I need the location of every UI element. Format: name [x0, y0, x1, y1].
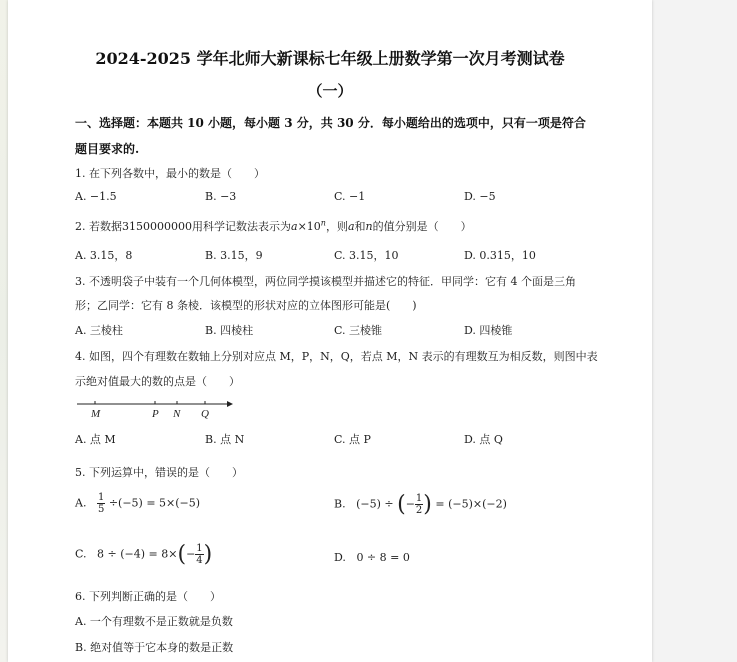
q2-option-c: C. 3.15，10	[334, 249, 399, 262]
q2-option-b: B. 3.15，9	[205, 249, 263, 262]
q2-expr-a: a	[291, 220, 298, 233]
question-3-stem: 3. 不透明袋子中装有一个几何体模型，两位同学摸该模型并描述它的特征．甲同学：它有 4 个面是三角	[75, 275, 576, 288]
q5-option-c-pre: 8 ÷ (−4) = 8×	[97, 547, 178, 561]
paren-close: )	[203, 542, 213, 567]
question-6-stem: 6. 下列判断正确的是（ ）	[75, 590, 221, 603]
q5-option-d-expr: 0 ÷ 8 = 0	[356, 551, 410, 564]
q2-stem-a: 2. 若数据	[75, 220, 122, 233]
paren-open: (	[177, 542, 187, 567]
question-1-stem: 1. 在下列各数中，最小的数是（ ）	[75, 167, 265, 180]
fraction-numerator: 1	[415, 493, 423, 504]
q2-stem-d: 和	[354, 220, 366, 233]
q6-option-b: B. 绝对值等于它本身的数是正数	[75, 641, 234, 654]
q3-option-d: D. 四棱锥	[464, 324, 513, 337]
q5-option-a-fraction	[97, 492, 105, 515]
fraction-numerator: 1	[97, 492, 105, 503]
q1-option-d: D. −5	[464, 190, 496, 203]
q2-stem-c: ，则	[325, 220, 348, 233]
q5-option-a	[75, 492, 200, 515]
q2-stem-e: 的值分别是（ ）	[372, 220, 472, 233]
q6-option-a: A. 一个有理数不是正数就是负数	[75, 615, 233, 628]
q5-option-a-expr: ÷(−5) = 5×(−5)	[108, 496, 201, 510]
q1-option-b: B. −3	[205, 190, 237, 203]
number-line-arrow-icon	[227, 401, 233, 407]
q4-option-a: A. 点 M	[75, 433, 116, 446]
q5-option-b: B. (−5) ÷ (− $\frac{1}{2}$ ) = (−5)×(−2)	[334, 492, 507, 517]
q4-option-d: D. 点 Q	[464, 433, 503, 446]
number-line-figure	[75, 396, 235, 420]
q4-option-b: B. 点 N	[205, 433, 245, 446]
q4-option-c: C. 点 P	[334, 433, 371, 446]
q5-option-b-expr: = (−5)×(−2)	[435, 497, 507, 511]
q5-option-c-fraction	[195, 543, 203, 566]
question-5-stem: 5. 下列运算中，错误的是（ ）	[75, 466, 243, 479]
fraction-denominator: 4	[196, 555, 203, 566]
q1-option-c: C. −1	[334, 190, 366, 203]
q2-expr-times: ×10	[297, 220, 321, 233]
question-2-stem	[75, 218, 472, 234]
question-3-stem-cont: 形；乙同学：它有 8 条棱．该模型的形状对应的立体图形可能是( )	[75, 299, 417, 312]
viewer-background	[652, 0, 737, 662]
question-4-stem: 4. 如图，四个有理数在数轴上分别对应点 M，P，N，Q，若点 M，N 表示的有理数互为相反数，则图中表	[75, 350, 598, 363]
q2-stem-b: 用科学记数法表示为	[192, 220, 291, 233]
label-n: N	[173, 408, 181, 420]
q5-option-a-label: A.	[75, 496, 87, 510]
q5-option-c-label: C.	[75, 547, 87, 561]
q2-var-a: a	[347, 220, 355, 233]
q5-option-c: C. 8 ÷ (−4) = 8×(− $\frac{1}{4}$ )	[75, 542, 213, 567]
q5-option-d	[334, 551, 410, 564]
q1-option-a: A. −1.5	[75, 190, 117, 203]
section-heading-cont: 题目要求的.	[75, 142, 140, 156]
q3-option-c: C. 三棱锥	[334, 324, 383, 337]
q3-option-b: B. 四棱柱	[205, 324, 254, 337]
document-page	[8, 0, 652, 662]
q5-option-b-pre: (−5) ÷	[356, 497, 394, 511]
paren-close: )	[423, 492, 432, 517]
label-q: Q	[201, 408, 209, 420]
section-heading: 一、选择题：本题共 10 小题，每小题 3 分，共 30 分．每小题给出的选项中，只有一项是符合	[75, 116, 586, 130]
page-title: 2024-2025 学年北师大新课标七年级上册数学第一次月考测试卷	[95, 49, 565, 68]
fraction-denominator: 2	[415, 505, 423, 516]
q2-number: 3150000000	[122, 220, 192, 233]
question-4-stem-cont: 示绝对值最大的数的点是（ ）	[75, 375, 240, 388]
q5-option-d-label: D.	[334, 551, 346, 564]
paren-open: (	[397, 492, 406, 517]
q5-option-b-label: B.	[334, 497, 346, 511]
q2-option-d: D. 0.315，10	[464, 249, 536, 262]
label-m: M	[91, 408, 101, 420]
q3-option-a: A. 三棱柱	[75, 324, 123, 337]
q2-expr-n: n	[320, 218, 326, 228]
q2-option-a: A. 3.15，8	[75, 249, 133, 262]
label-p: P	[152, 408, 159, 420]
page-subtitle: （一）	[307, 82, 353, 100]
fraction-denominator: 5	[97, 504, 105, 515]
q2-var-n: n	[365, 220, 373, 233]
fraction-numerator: 1	[196, 543, 203, 554]
